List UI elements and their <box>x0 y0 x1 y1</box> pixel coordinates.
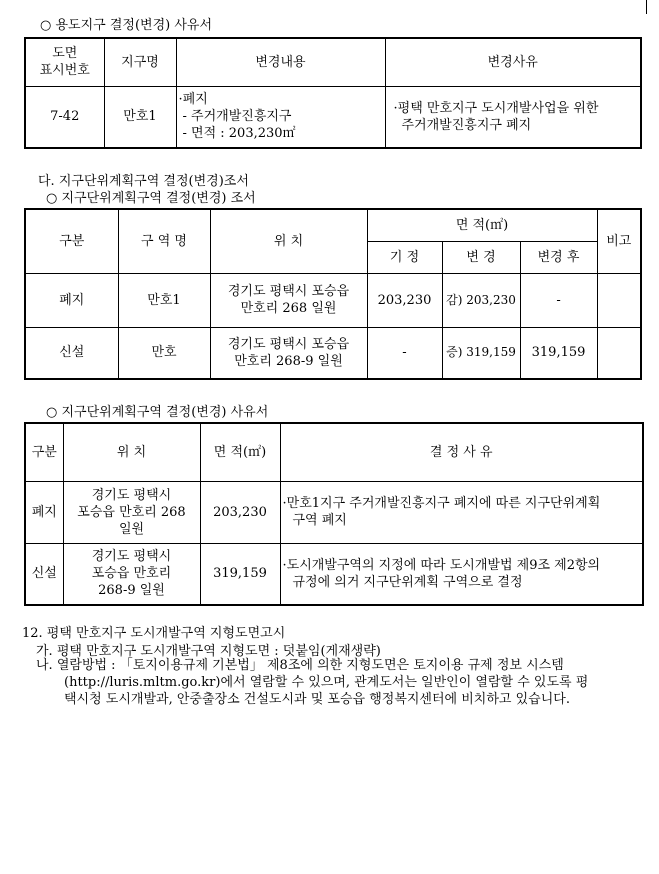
header-district-name: 지구명 <box>104 38 176 86</box>
sec12-item-na: 나. 열람방법 : 「토지이용규제 기본법」 제8조에 의한 지형도면은 토지이용 규제 정보 시스템 (http://luris.mltm.go.kr)에서 열람할 수 있으며, 관계도서는 일반인이 열람할 수 있도록 평 택시청 도시개발과, 안중출장소 건설도시과 및 포승읍 행정복지센터에 비치하고 있습니다. <box>36 658 589 707</box>
cell-location: 경기도 평택시 포승읍 만호리 268 일원 <box>210 273 367 327</box>
header-location: 위 치 <box>63 423 200 481</box>
cell-change: 증) 319,159 <box>442 327 520 379</box>
header-note: 비고 <box>597 209 641 273</box>
sec12-item-ga: 가. 평택 만호지구 도시개발구역 지형도면 : 덧붙임(게재생략) <box>36 644 381 659</box>
cell-change-content: ·폐지 - 주거개발진흥지구 - 면적 : 203,230㎡ <box>176 86 385 148</box>
cell-drawing-no: 7-42 <box>25 86 104 148</box>
header-change-reason: 변경사유 <box>385 38 641 86</box>
cell-reason: ·만호1지구 주거개발진흥지구 폐지에 따른 지구단위계획 구역 폐지 <box>280 481 643 543</box>
cell-area-name: 만호1 <box>118 273 210 327</box>
header-reason: 결 정 사 유 <box>280 423 643 481</box>
header-existing: 기 정 <box>367 241 442 273</box>
sec1-title: ○ 용도지구 결정(변경) 사유서 <box>40 18 213 33</box>
table-row <box>25 481 643 543</box>
cell-area: 203,230 <box>200 481 280 543</box>
cell-gubun: 신설 <box>25 327 118 379</box>
cell-area: 319,159 <box>200 543 280 605</box>
cell-location: 경기도 평택시 포승읍 만호리 268-9 일원 <box>63 543 200 605</box>
header-area: 면 적(㎡) <box>200 423 280 481</box>
header-gubun: 구분 <box>25 209 118 273</box>
table-row <box>25 543 643 605</box>
cell-gubun: 폐지 <box>25 273 118 327</box>
cell-district-name: 만호1 <box>104 86 176 148</box>
table-row <box>25 273 641 327</box>
cell-note <box>597 273 641 327</box>
cell-location: 경기도 평택시 포승읍 만호리 268-9 일원 <box>210 327 367 379</box>
sec12-title: 12. 평택 만호지구 도시개발구역 지형도면고시 <box>22 626 286 641</box>
header-location: 위 치 <box>210 209 367 273</box>
sec2-title: 다. 지구단위계획구역 결정(변경)조서 <box>38 174 249 189</box>
sec2-subtitle: ○ 지구단위계획구역 결정(변경) 조서 <box>46 191 256 206</box>
cell-existing: - <box>367 327 442 379</box>
cell-note <box>597 327 641 379</box>
page-edge-line <box>646 0 647 14</box>
header-area-name: 구 역 명 <box>118 209 210 273</box>
cell-area-name: 만호 <box>118 327 210 379</box>
district-reason-table <box>24 422 644 606</box>
cell-gubun: 신설 <box>25 543 63 605</box>
header-area: 면 적(㎡) <box>367 209 597 241</box>
table-row <box>25 327 641 379</box>
header-gubun: 구분 <box>25 423 63 481</box>
table-row <box>25 86 641 148</box>
header-change-content: 변경내용 <box>176 38 385 86</box>
zoning-change-table <box>24 37 642 149</box>
cell-after: - <box>520 273 597 327</box>
cell-change: 감) 203,230 <box>442 273 520 327</box>
cell-existing: 203,230 <box>367 273 442 327</box>
district-plan-table <box>24 208 642 380</box>
header-change: 변 경 <box>442 241 520 273</box>
header-drawing-no: 도면 표시번호 <box>25 38 104 86</box>
cell-after: 319,159 <box>520 327 597 379</box>
cell-reason: ·도시개발구역의 지정에 따라 도시개발법 제9조 제2항의 규정에 의거 지구단위계획 구역으로 결정 <box>280 543 643 605</box>
cell-change-reason: ·평택 만호지구 도시개발사업을 위한 주거개발진흥지구 폐지 <box>385 86 641 148</box>
header-after: 변경 후 <box>520 241 597 273</box>
cell-location: 경기도 평택시 포승읍 만호리 268 일원 <box>63 481 200 543</box>
cell-gubun: 폐지 <box>25 481 63 543</box>
sec3-title: ○ 지구단위계획구역 결정(변경) 사유서 <box>46 405 269 420</box>
